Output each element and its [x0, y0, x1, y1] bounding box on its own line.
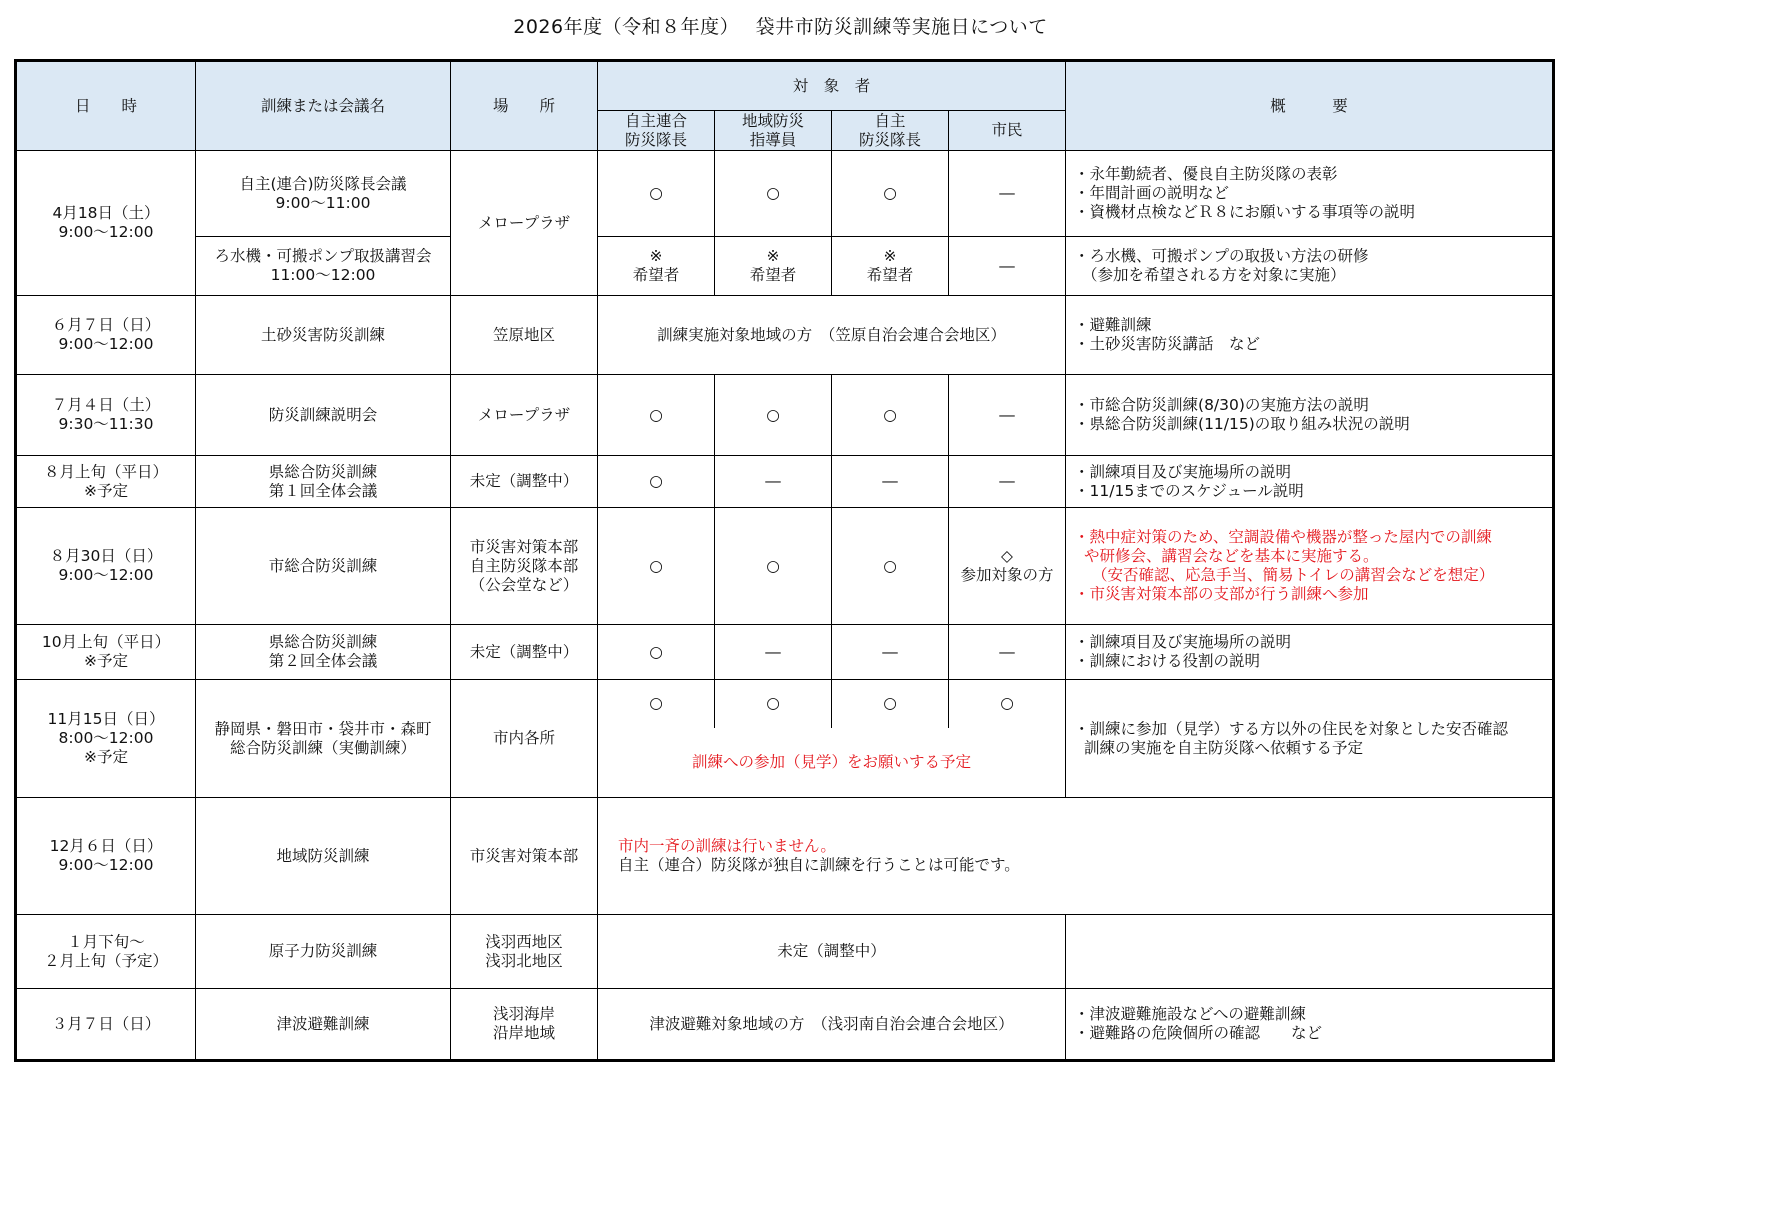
place-cell: 浅羽西地区 浅羽北地区 [451, 915, 598, 989]
mark-cell: ― [832, 625, 949, 680]
date-cell: 12月６日（日） 9:00～12:00 [16, 798, 196, 915]
summary-cell [1066, 915, 1554, 989]
place-cell: 市災害対策本部 [451, 798, 598, 915]
date-cell: １月下旬～ ２月上旬（予定） [16, 915, 196, 989]
table-row [16, 508, 1554, 625]
header-place: 場 所 [451, 61, 598, 151]
place-cell: メロープラザ [451, 151, 598, 296]
table-row [16, 456, 1554, 508]
mark-cell: ― [715, 456, 832, 508]
name-cell: 津波避難訓練 [196, 989, 451, 1061]
date-cell: ３月７日（日） [16, 989, 196, 1061]
place-cell: メロープラザ [451, 375, 598, 456]
notice-red: 市内一斉の訓練は行いません。 [618, 837, 836, 855]
notice-text: 自主（連合）防災隊が独自に訓練を行うことは可能です。 [618, 856, 1020, 874]
table-row [16, 237, 1554, 296]
summary-cell: ・永年勤続者、優良自主防災隊の表彰 ・年間計画の説明など ・資機材点検などＲ８にお願いする事項等の説明 [1066, 151, 1554, 237]
mark-cell: ○ [715, 508, 832, 625]
mark-cell: ― [949, 625, 1066, 680]
mark-cell: ※ 希望者 [598, 237, 715, 296]
summary-cell: ・市総合防災訓練(8/30)の実施方法の説明 ・県総合防災訓練(11/15)の取り組み状況の説明 [1066, 375, 1554, 456]
table-row [16, 625, 1554, 680]
page-title: 2026年度（令和８年度） 袋井市防災訓練等実施日について [513, 16, 1048, 38]
header-summary: 概 要 [1066, 61, 1554, 151]
mark-cell: ○ [832, 508, 949, 625]
date-cell: 10月上旬（平日） ※予定 [16, 625, 196, 680]
date-cell: ７月４日（土） 9:30～11:30 [16, 375, 196, 456]
mark-cell: ― [949, 151, 1066, 237]
header-target-col-2: 地域防災 指導員 [715, 111, 832, 151]
date-cell: 4月18日（土） 9:00～12:00 [16, 151, 196, 296]
date-cell: ８月上旬（平日） ※予定 [16, 456, 196, 508]
mark-cell: ○ [832, 375, 949, 456]
date-cell: ８月30日（日） 9:00～12:00 [16, 508, 196, 625]
table-row [16, 680, 1554, 728]
header-target-col-3: 自主 防災隊長 [832, 111, 949, 151]
name-cell: 県総合防災訓練 第１回全体会議 [196, 456, 451, 508]
table-row [16, 375, 1554, 456]
table-row [16, 296, 1554, 375]
table-row [16, 915, 1554, 989]
mark-cell: ― [715, 625, 832, 680]
header-name: 訓練または会議名 [196, 61, 451, 151]
mark-cell: ― [832, 456, 949, 508]
mark-cell: ○ [598, 375, 715, 456]
mark-cell: ○ [949, 680, 1066, 728]
mark-cell: ◇ 参加対象の方 [949, 508, 1066, 625]
summary-cell: ・訓練項目及び実施場所の説明 ・訓練における役割の説明 [1066, 625, 1554, 680]
name-cell: 防災訓練説明会 [196, 375, 451, 456]
table-row [16, 798, 1554, 915]
summary-cell: ・訓練項目及び実施場所の説明 ・11/15までのスケジュール説明 [1066, 456, 1554, 508]
summary-cell: ・ろ水機、可搬ポンプの取扱い方法の研修 （参加を希望される方を対象に実施） [1066, 237, 1554, 296]
name-cell: 地域防災訓練 [196, 798, 451, 915]
header-target: 対 象 者 [598, 61, 1066, 111]
name-cell: 静岡県・磐田市・袋井市・森町 総合防災訓練（実働訓練） [196, 680, 451, 798]
date-cell: ６月７日（日） 9:00～12:00 [16, 296, 196, 375]
mark-cell: ― [949, 375, 1066, 456]
name-cell: 土砂災害防災訓練 [196, 296, 451, 375]
mark-cell: ― [949, 237, 1066, 296]
mark-cell: ○ [832, 680, 949, 728]
mark-cell: ○ [715, 680, 832, 728]
table-row [16, 151, 1554, 237]
mark-cell: ○ [598, 680, 715, 728]
name-cell: ろ水機・可搬ポンプ取扱講習会 11:00～12:00 [196, 237, 451, 296]
mark-cell: ○ [598, 456, 715, 508]
table-row [16, 989, 1554, 1061]
header-target-col-1: 自主連合 防災隊長 [598, 111, 715, 151]
mark-cell: ○ [715, 375, 832, 456]
mark-cell: ○ [598, 625, 715, 680]
target-cell: 訓練実施対象地域の方 （笠原自治会連合会地区） [598, 296, 1066, 375]
mark-cell: ○ [598, 508, 715, 625]
summary-cell: ・訓練に参加（見学）する方以外の住民を対象とした安否確認 訓練の実施を自主防災隊へ依頼する予定 [1066, 680, 1554, 798]
summary-cell: ・避難訓練 ・土砂災害防災講話 など [1066, 296, 1554, 375]
name-cell: 自主(連合)防災隊長会議 9:00～11:00 [196, 151, 451, 237]
mark-cell: ― [949, 456, 1066, 508]
place-cell: 市災害対策本部 自主防災隊本部 （公会堂など） [451, 508, 598, 625]
header-target-col-4: 市民 [949, 111, 1066, 151]
target-cell: 津波避難対象地域の方 （浅羽南自治会連合会地区） [598, 989, 1066, 1061]
place-cell: 未定（調整中） [451, 625, 598, 680]
place-cell: 未定（調整中） [451, 456, 598, 508]
target-cell: 未定（調整中） [598, 915, 1066, 989]
header-date: 日 時 [16, 61, 196, 151]
name-cell: 原子力防災訓練 [196, 915, 451, 989]
place-cell: 浅羽海岸 沿岸地域 [451, 989, 598, 1061]
summary-cell: ・津波避難施設などへの避難訓練 ・避難路の危険個所の確認 など [1066, 989, 1554, 1061]
name-cell: 市総合防災訓練 [196, 508, 451, 625]
mark-cell: ○ [832, 151, 949, 237]
schedule-table [14, 59, 1555, 1062]
participation-note: 訓練への参加（見学）をお願いする予定 [598, 728, 1066, 798]
place-cell: 市内各所 [451, 680, 598, 798]
mark-cell: ○ [715, 151, 832, 237]
mark-cell: ○ [598, 151, 715, 237]
date-cell: 11月15日（日） 8:00～12:00 ※予定 [16, 680, 196, 798]
mark-cell: ※ 希望者 [832, 237, 949, 296]
name-cell: 県総合防災訓練 第２回全体会議 [196, 625, 451, 680]
place-cell: 笠原地区 [451, 296, 598, 375]
mark-cell: ※ 希望者 [715, 237, 832, 296]
summary-cell: ・熱中症対策のため、空調設備や機器が整った屋内での訓練 や研修会、講習会などを基本に実施する。 （安否確認、応急手当、簡易トイレの講習会などを想定） ・市災害対策本部の支部が行う訓練へ参加 [1066, 508, 1554, 625]
notice-cell [598, 798, 1554, 915]
